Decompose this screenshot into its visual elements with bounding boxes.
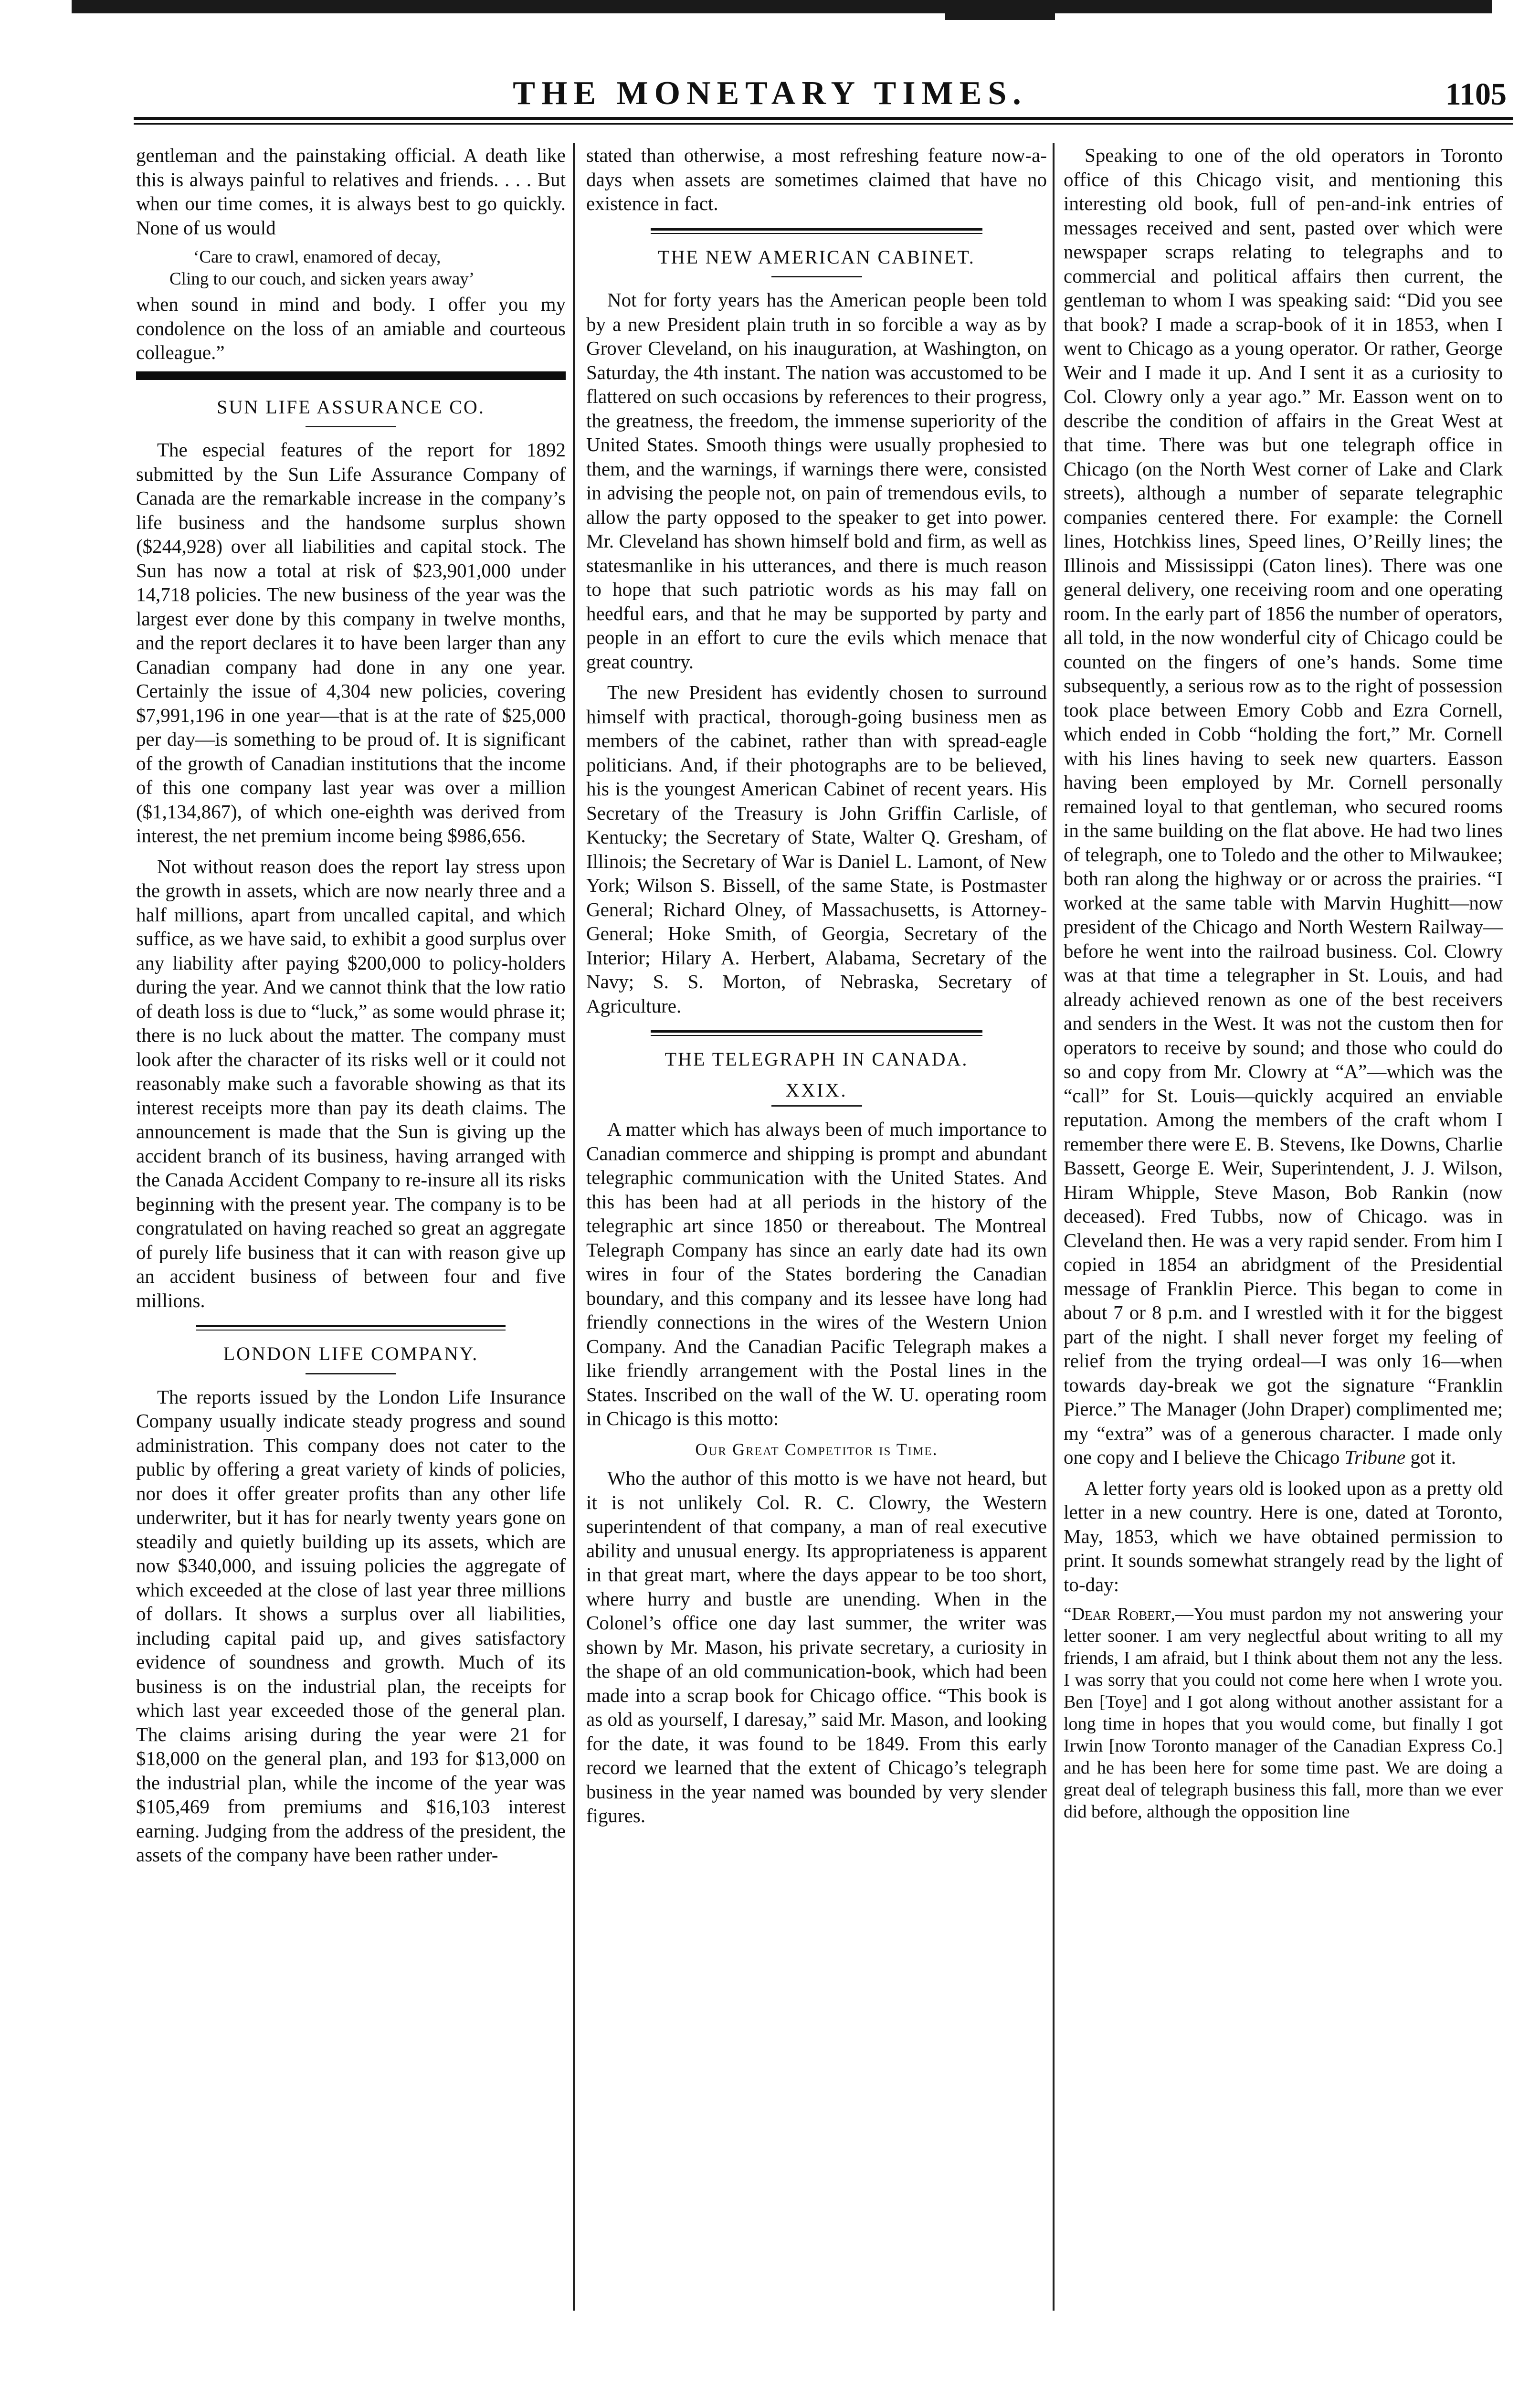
telegraph-motto: Our Great Competitor is Time. <box>695 1439 938 1459</box>
letter-salutation: “Dear Robert, <box>1064 1604 1176 1624</box>
tribune-name: Tribune <box>1344 1446 1406 1468</box>
sun-life-paragraph-2: Not without reason does the report lay stress upon the growth in assets, which are now nearly three and a half millions, apart from uncalled capital, and which suffice, as we have said, to exhibit a good surplus over any liability after paying $200,000 to policy-holders during the year. And we cannot think that the low ratio of death loss is due to “luck,” as some would phrase it; there is no luck about the matter. The company must look after the character of its risks well or it could not reasonably make such a favorable showing as that its interest receipts more than pay its death claims. The announcement is made that the Sun is giving up the accident branch of its business, having arranged with the Canada Accident Company to re-insure all its risks beginning with the present year. The company is to be congratulated on having reached so great an aggregate of purely life business that it can with reason give up an accident business of between four and five millions. <box>136 855 566 1311</box>
heading-separator <box>306 1373 396 1374</box>
section-heading-sun-life: SUN LIFE ASSURANCE CO. <box>217 396 485 418</box>
heading-separator <box>771 276 862 277</box>
column-divider-left <box>573 143 575 2311</box>
quoted-letter <box>1064 1603 1503 1823</box>
masthead-rule-thin <box>134 123 1513 125</box>
quoted-verse <box>136 246 566 290</box>
obituary-closing: when sound in mind and body. I offer you my condolence on the loss of an amiable and courteous colleague.” <box>136 293 566 363</box>
top-border-notch <box>945 13 1055 20</box>
verse-line-2: Cling to our couch, and sicken years away’ <box>169 269 475 289</box>
masthead <box>0 72 1540 124</box>
publication-title: THE MONETARY TIMES. <box>513 75 1027 112</box>
sun-life-paragraph-1: The especial features of the report for 1892 submitted by the Sun Life Assurance Company of Canada are the remarkable increase in the company’s life business and the handsome surplus shown ($244,928) over all liabilities and capital stock. The Sun has now a total at risk of $23,901,000 under 14,718 policies. The new business of the year was the largest ever done by this company in twelve months, and the report declares it to have been larger than any Canadian company had done in any one year. Certainly the issue of 4,304 new policies, covering $7,991,196 in one year—that is at the rate of $25,000 per day—is something to be proud of. It is significant of the growth of Canadian institutions that the income of this one company last year was over a million ($1,134,867), of which one-eighth was derived from interest, the net premium income being $986,656. <box>136 439 566 846</box>
cabinet-paragraph-1: Not for forty years has the American people been told by a new President plain truth in so forcible a way as by Grover Cleveland, on his inauguration, at Washington, on Saturday, the 4th instant. The nation was accustomed to be flattered on such occasions by references to their progress, the greatness, the freedom, the immense superiority of the United States. Smooth things were usually prophesied to them, and the warnings, if warnings there were, consisted in advising the people not, on pain of tremendous evils, to allow the party opposed to the speaker to get into power. Mr. Cleveland has shown himself bold and firm, as well as statesmanlike in his utterances, and there is much reason to hope that such patriotic words as his may fall on heedful ears, and that he may be supported by party and people in an effort to cure the evils which menace that great country. <box>586 289 1047 673</box>
installment-numeral: XXIX. <box>785 1079 848 1101</box>
telegraph-paragraph-1: A matter which has always been of much importance to Canadian commerce and shipping is prompt and abundant telegraphic communication with the United States. And this has been had at all periods in the history of the telegraphic art since 1850 or thereabout. The Montreal Telegraph Company has since an early date had its own wires in four of the States bordering the Canadian boundary, and this company and its lessee have long had friendly connections in the wires of the Western Union Company. And the Canadian Pacific Telegraph makes a like friendly arrangement with the Postal lines in the States. Inscribed on the wall of the W. U. operating room in Chicago is this motto: <box>586 1118 1047 1429</box>
column-two <box>586 143 1047 2368</box>
section-rule-double <box>651 1030 982 1036</box>
column-divider-right <box>1053 143 1055 2311</box>
telegraph-paragraph-3-text: Speaking to one of the old operators in Toronto office of this Chicago visit, and mentioning this interesting old book, full of pen-and-ink entries of messages received and sent, pasted over which were newspaper scraps relating to telegraphs and to commercial and political affairs then current, the gentleman to whom I was speaking said: “Did you see that book? I made a scrap-book of it in 1853, when I went to Chicago as a young operator. Or rather, George Weir and I made it up. And I sent it as a curiosity to Col. Clowry only a year ago.” Mr. Easson went on to describe the condition of affairs in the Great West at that time. There was but one telegraph office in Chicago (on the North West corner of Lake and Clark streets), although a number of separate telegraphic companies centered there. For example: the Cornell lines, Hotchkiss lines, Speed lines, O’Reilly lines; the Illinois and Mississippi (Caton lines). There was one general delivery, one receiving room and one operating room. In the early part of 1856 the number of operators, all told, in the now wonderful city of Chicago could be counted on the fingers of one’s hands. Some time subsequently, a serious row as to the right of possession took place between Emory Cobb and Ezra Cornell, which ended in Cobb “holding the fort,” Mr. Cornell with his lines having to seek new quarters. Easson having been employed by Mr. Cornell personally remained loyal to that gentleman, who secured rooms in the same building on the flat above. He had two lines of telegraph, one to Toledo and the other to Milwaukee; both ran along the highway or or across the prairies. “I worked at the same table with Marvin Hughitt—now president of the Chicago and North Western Railway—before he went into the railroad business. Col. Clowry was at that time a telegrapher in St. Louis, and had already achieved renown as one of the best receivers and senders in the West. It was not the custom then for operators to receive by sound; and those who could do so and copy from Mr. Clowry at “A”—which was the “call” for St. Louis—quickly acquired an enviable reputation. Among the members of the craft whom I remember there were E. B. Stevens, Ike Downs, Charlie Bassett, George E. Weir, Superintendent, J. J. Wilson, Hiram Whipple, Steve Mason, Bob Rankin (now deceased). Fred Tubbs, now of Chicago. was in Cleveland then. He was a very rapid sender. From him I copied in 1854 an abridgment of the Presidential message of Franklin Pierce. This began to come in about 7 or 8 p.m. and I wrestled with it for the biggest part of the night. I shall never forget my feeling of relief from the trying ordeal—I was only 16—when towards day-break we got the signature “Franklin Pierce.” The Manager (John Draper) complimented me; my “extra” was of a generous character. I made only one copy and I believe the Chicago <box>1064 144 1503 1468</box>
letter-body: —You must pardon my not answering your letter sooner. I am very neglectful about writing to all my friends, I am afraid, but I think about them not any the less. I was sorry that you could not come here when I wrote you. Ben [Toye] and I got along without another assistant for a long time in hopes that you would come, but finally I got Irwin [now Toronto manager of the Canadian Express Co.] and he has been here for some time past. We are doing a great deal of telegraph business this fall, more than we ever did before, although the opposition line <box>1064 1604 1503 1822</box>
heading-separator <box>306 426 396 427</box>
london-life-continuation: stated than otherwise, a most refreshing feature now-a-days when assets are sometimes claimed that have no existence in fact. <box>586 144 1047 214</box>
top-border-bar <box>72 0 1492 13</box>
telegraph-paragraph-3 <box>1064 143 1503 1469</box>
telegraph-paragraph-2: Who the author of this motto is we have not heard, but it is not unlikely Col. R. C. Clowry, the Western superintendent of that company, a man of real executive ability and unusual energy. Its appropriateness is apparent in that great mart, where the days appear to be too short, where hurry and bustle are unending. When in the Colonel’s office one day last summer, the writer was shown by Mr. Mason, his private secretary, a curiosity in the shape of an old communication-book, which had been made into a scrap book for Chicago office. “This book is as old as yourself, I daresay,” said Mr. Mason, and looking for the date, it was found to be 1849. From this early record we learned that the extent of Chicago’s telegraph business in the year named was bounded by very slender figures. <box>586 1467 1047 1827</box>
telegraph-paragraph-3-end: got it. <box>1410 1446 1456 1468</box>
heading-separator <box>771 1105 862 1107</box>
obituary-continuation: gentleman and the painstaking official. A death like this is always painful to relatives and friends. . . . But when our time comes, it is always best to go quickly. None of us would <box>136 144 566 239</box>
cabinet-paragraph-2: The new President has evidently chosen to surround himself with practical, thorough-going business men as members of the cabinet, rather than with spread-eagle politicians. And, if their photographs are to be believed, his is the youngest American Cabinet of recent years. His Secretary of the Treasury is John Griffin Carlisle, of Kentucky; the Secretary of State, Walter Q. Gresham, of Illinois; the Secretary of War is Daniel L. Lamont, of New York; Wilson S. Bissell, of the same State, is Postmaster General; Richard Olney, of Massachusetts, is Attorney-General; Hoke Smith, of Georgia, Secretary of the Interior; Hilary A. Herbert, Alabama, Secretary of the Navy; S. S. Morton, of Nebraska, Secretary of Agriculture. <box>586 681 1047 1017</box>
verse-line-1: ‘Care to crawl, enamored of decay, <box>193 247 441 267</box>
telegraph-paragraph-4: A letter forty years old is looked upon as a pretty old letter in a new country. Here is one, dated at Toronto, May, 1853, which we have obtained permission to print. It sounds somewhat strangely read by the light of to-day: <box>1064 1477 1503 1595</box>
london-life-paragraph-1: The reports issued by the London Life Insurance Company usually indicate steady progress and sound administration. This company does not cater to the public by offering a great variety of kinds of policies, nor does it offer greater profits than any other life underwriter, but it has for nearly twenty years gone on steadily and quietly building up its assets, which are now $340,000, and issuing policies the aggregate of which exceeded at the close of last year three millions of dollars. It shows a surplus over all liabilities, including capital paid up, and gives satisfactory evidence of soundness and growth. Much of its business is on the industrial plan, the receipts for which last year exceeded those of the general plan. The claims arising during the year were 21 for $18,000 on the general plan, and 193 for $13,000 on the industrial plan, while the income of the year was $105,469 from premiums and $16,103 interest earning. Judging from the address of the president, the assets of the company have been rather under- <box>136 1385 566 1866</box>
masthead-rule-thick <box>134 117 1513 120</box>
section-rule-double <box>651 228 982 234</box>
column-one <box>136 143 566 2368</box>
section-heading-london-life: LONDON LIFE COMPANY. <box>223 1343 479 1364</box>
page-number: 1105 <box>1445 77 1507 112</box>
section-heading-telegraph: THE TELEGRAPH IN CANADA. <box>665 1048 969 1070</box>
section-rule-double <box>196 1325 506 1331</box>
section-heading-cabinet: THE NEW AMERICAN CABINET. <box>658 246 975 268</box>
section-rule-heavy <box>136 371 566 380</box>
column-three <box>1064 143 1503 2368</box>
